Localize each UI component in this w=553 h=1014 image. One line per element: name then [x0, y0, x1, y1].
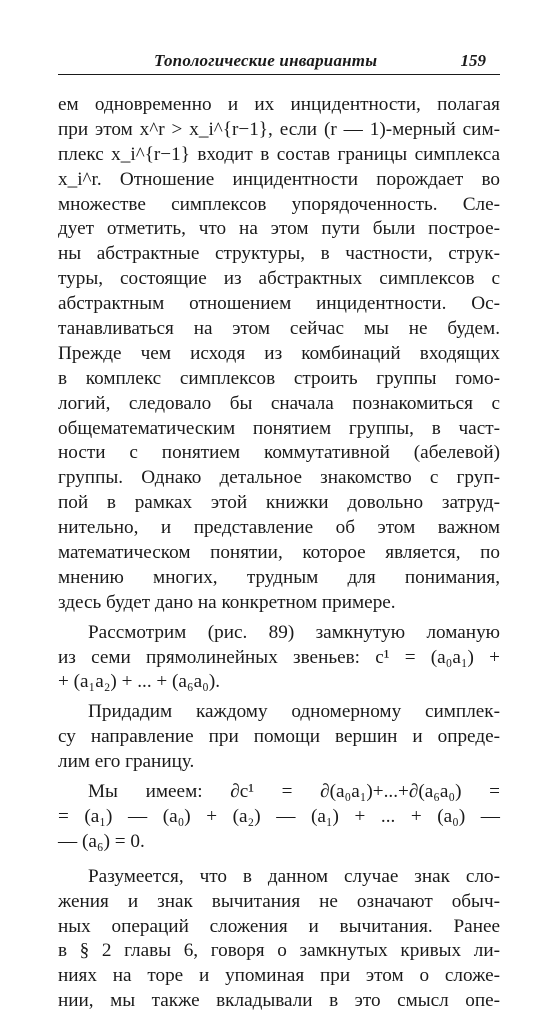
text-line-32: жения и знак вычитания не означают обыч-: [58, 890, 500, 912]
text-line-33: ных операций сложения и вычитания. Ранее: [58, 915, 500, 937]
text-line-12: в комплекс симплексов строить группы гомо-: [58, 367, 500, 389]
text-line-18: нительно, и представление об этом важном: [58, 517, 500, 539]
text-line-5: множестве симплексов упорядоченность. Сле-: [58, 193, 500, 215]
text-line-19: математическом понятии, которое является, по: [58, 542, 500, 564]
text-line-22: Рассмотрим (рис. 89) замкнутую ломаную: [88, 621, 500, 643]
text-line-24: + (a₁a₂) + ... + (a₆a₀).: [58, 671, 221, 693]
text-line-10: танавливаться на этом сейчас мы не будем.: [58, 318, 500, 340]
text-line-8: туры, состоящие из абстрактных симплексов с: [58, 268, 500, 290]
text-line-11: Прежде чем исходя из комбинаций входящих: [58, 342, 500, 364]
text-line-1: ем одновременно и их инцидентности, полагая: [58, 94, 500, 115]
text-line-36: нии, мы также вкладывали в это смысл опе-: [58, 990, 500, 1012]
text-line-6: дует отметить, что на этом пути были построе-: [58, 218, 500, 240]
text-line-7: ны абстрактные структуры, в частности, струк-: [58, 243, 500, 265]
text-line-2: при этом x^r > x_i^{r−1}, если (r — 1)-мерный сим-: [58, 118, 500, 140]
text-line-30: — (a₆) = 0.: [58, 830, 145, 852]
text-line-25: Придадим каждому одномерному симплек-: [88, 701, 500, 723]
body-text: [58, 93, 500, 1014]
text-line-26: су направление при помощи вершин и опреде-: [58, 726, 500, 748]
running-head-title: Топологические инварианты: [154, 51, 378, 70]
text-line-23: из семи прямолинейных звеньев: c¹ = (a₀a₁) +: [58, 646, 500, 668]
text-line-17: пой в рамках этой книжки довольно затруд-: [58, 492, 500, 514]
text-line-34: в § 2 главы 6, говоря о замкнутых кривых ли-: [58, 940, 500, 962]
text-line-27: лим его границу.: [58, 751, 195, 773]
text-line-28: Мы имеем: ∂c¹ = ∂(a₀a₁)+...+∂(a₆a₀) =: [88, 781, 500, 803]
text-line-9: абстрактным отношением инцидентности. Ос-: [58, 293, 500, 315]
text-line-29: = (a₁) — (a₀) + (a₂) — (a₁) + ... + (a₀) —: [58, 805, 500, 827]
paragraph-gap: [58, 855, 500, 865]
running-head: [58, 44, 500, 75]
text-line-16: группы. Однако детальное знакомство с груп-: [58, 467, 500, 489]
text-line-14: общематематическим понятием группы, в част-: [58, 417, 500, 439]
book-page: [58, 44, 500, 1014]
text-line-20: мнению многих, трудным для понимания,: [58, 566, 500, 588]
text-line-31: Разумеется, что в данном случае знак сло-: [88, 865, 500, 887]
text-line-13: логий, следовало бы сначала познакомиться с: [58, 392, 500, 414]
page-number: 159: [460, 51, 486, 70]
text-line-4: x_i^r. Отношение инцидентности порождает во: [58, 168, 500, 190]
text-line-3: плекс x_i^{r−1} входит в состав границы симплекса: [58, 143, 500, 165]
text-line-35: ниях на торе и упоминая при этом о сложе-: [58, 965, 500, 987]
text-line-21: здесь будет дано на конкретном примере.: [58, 591, 396, 613]
text-line-15: ности с понятием коммутативной (абелевой): [58, 442, 500, 464]
